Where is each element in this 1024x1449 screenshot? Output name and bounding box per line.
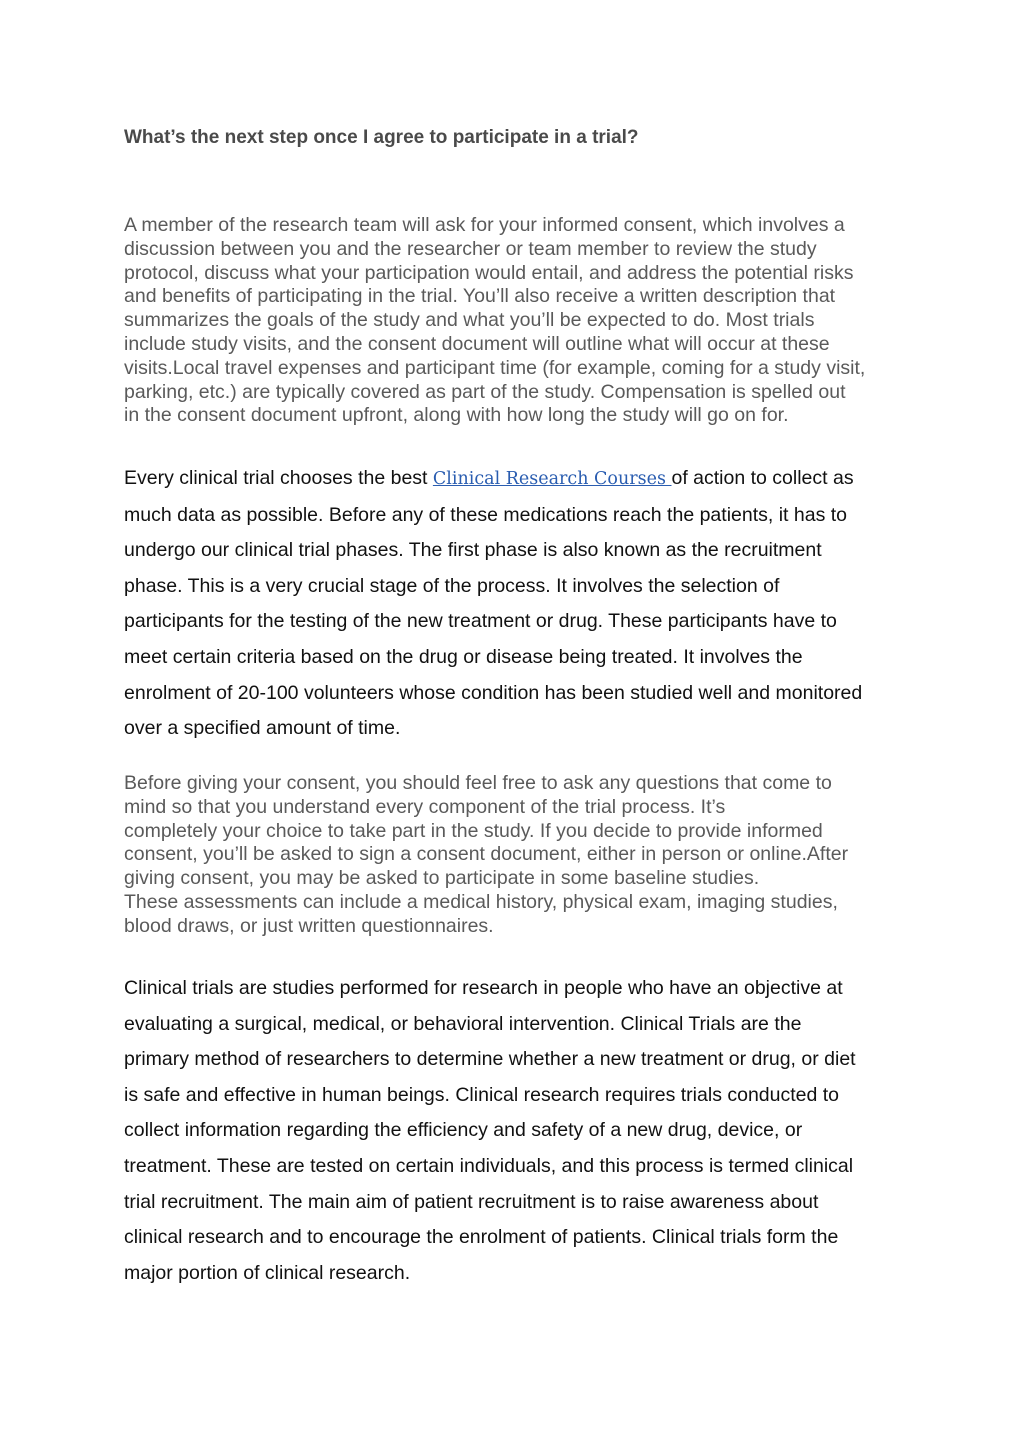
text-line: primary method of researchers to determine whether a new treatment or drug, or diet <box>124 1048 856 1071</box>
text-line: and benefits of participating in the trial. You’ll also receive a written description that <box>124 285 836 308</box>
clinical-research-courses-link[interactable]: Clinical Research Courses <box>432 469 672 489</box>
text-line: over a specified amount of time. <box>124 717 401 740</box>
text-line: phase. This is a very crucial stage of the process. It involves the selection of <box>124 574 780 597</box>
text-line: enrolment of 20-100 volunteers whose condition has been studied well and monitored <box>124 681 863 704</box>
text-after-link: of action to collect as <box>671 467 854 489</box>
text-line: mind so that you understand every component of the trial process. It’s <box>124 795 726 818</box>
text-line: Clinical trials are studies performed for research in people who have an objective at <box>124 977 843 999</box>
text-line: summarizes the goals of the study and what you’ll be expected to do. Most trials <box>124 309 815 332</box>
text-line: giving consent, you may be asked to participate in some baseline studies. <box>124 867 760 890</box>
text-line: participants for the testing of the new treatment or drug. These participants have to <box>124 610 837 633</box>
text-line: protocol, discuss what your participation would entail, and address the potential risks <box>124 261 854 284</box>
text-line <box>124 461 914 498</box>
text-line: consent, you’ll be asked to sign a consent document, either in person or online.After <box>124 843 849 866</box>
text-line: in the consent document upfront, along with how long the study will go on for. <box>124 404 789 427</box>
text-line: evaluating a surgical, medical, or behavioral intervention. Clinical Trials are the <box>124 1012 802 1035</box>
text-before-link: Every clinical trial chooses the best <box>124 467 433 489</box>
text-line: visits.Local travel expenses and participant time (for example, coming for a study visit, <box>124 356 866 379</box>
paragraph-trial-phases <box>124 461 914 747</box>
text-line: A member of the research team will ask for your informed consent, which involves a <box>124 214 845 236</box>
text-line: clinical research and to encourage the enrolment of patients. Clinical trials form the <box>124 1226 839 1249</box>
paragraph-informed-consent <box>124 214 914 428</box>
text-line: Before giving your consent, you should feel free to ask any questions that come to <box>124 772 832 794</box>
text-line: undergo our clinical trial phases. The first phase is also known as the recruitment <box>124 539 822 562</box>
text-line: collect information regarding the efficiency and safety of a new drug, device, or <box>124 1119 803 1142</box>
text-line: include study visits, and the consent document will outline what will occur at these <box>124 332 830 355</box>
text-line: meet certain criteria based on the drug or disease being treated. It involves the <box>124 645 803 668</box>
page-title: What’s the next step once I agree to participate in a trial? <box>124 127 639 148</box>
text-line: These assessments can include a medical history, physical exam, imaging studies, <box>124 890 838 913</box>
text-line: blood draws, or just written questionnaires. <box>124 914 494 937</box>
text-line: much data as possible. Before any of these medications reach the patients, it has to <box>124 503 848 526</box>
text-line: is safe and effective in human beings. Clinical research requires trials conducted to <box>124 1083 840 1106</box>
paragraph-before-consent <box>124 772 914 939</box>
text-line: trial recruitment. The main aim of patient recruitment is to raise awareness about <box>124 1190 819 1213</box>
text-line: major portion of clinical research. <box>124 1261 411 1284</box>
text-line: completely your choice to take part in the study. If you decide to provide informed <box>124 819 823 842</box>
paragraph-clinical-trials-definition <box>124 971 914 1291</box>
text-line: treatment. These are tested on certain individuals, and this process is termed clinical <box>124 1154 854 1177</box>
text-line: parking, etc.) are typically covered as part of the study. Compensation is spelled out <box>124 380 846 403</box>
text-line: discussion between you and the researcher or team member to review the study <box>124 237 817 260</box>
